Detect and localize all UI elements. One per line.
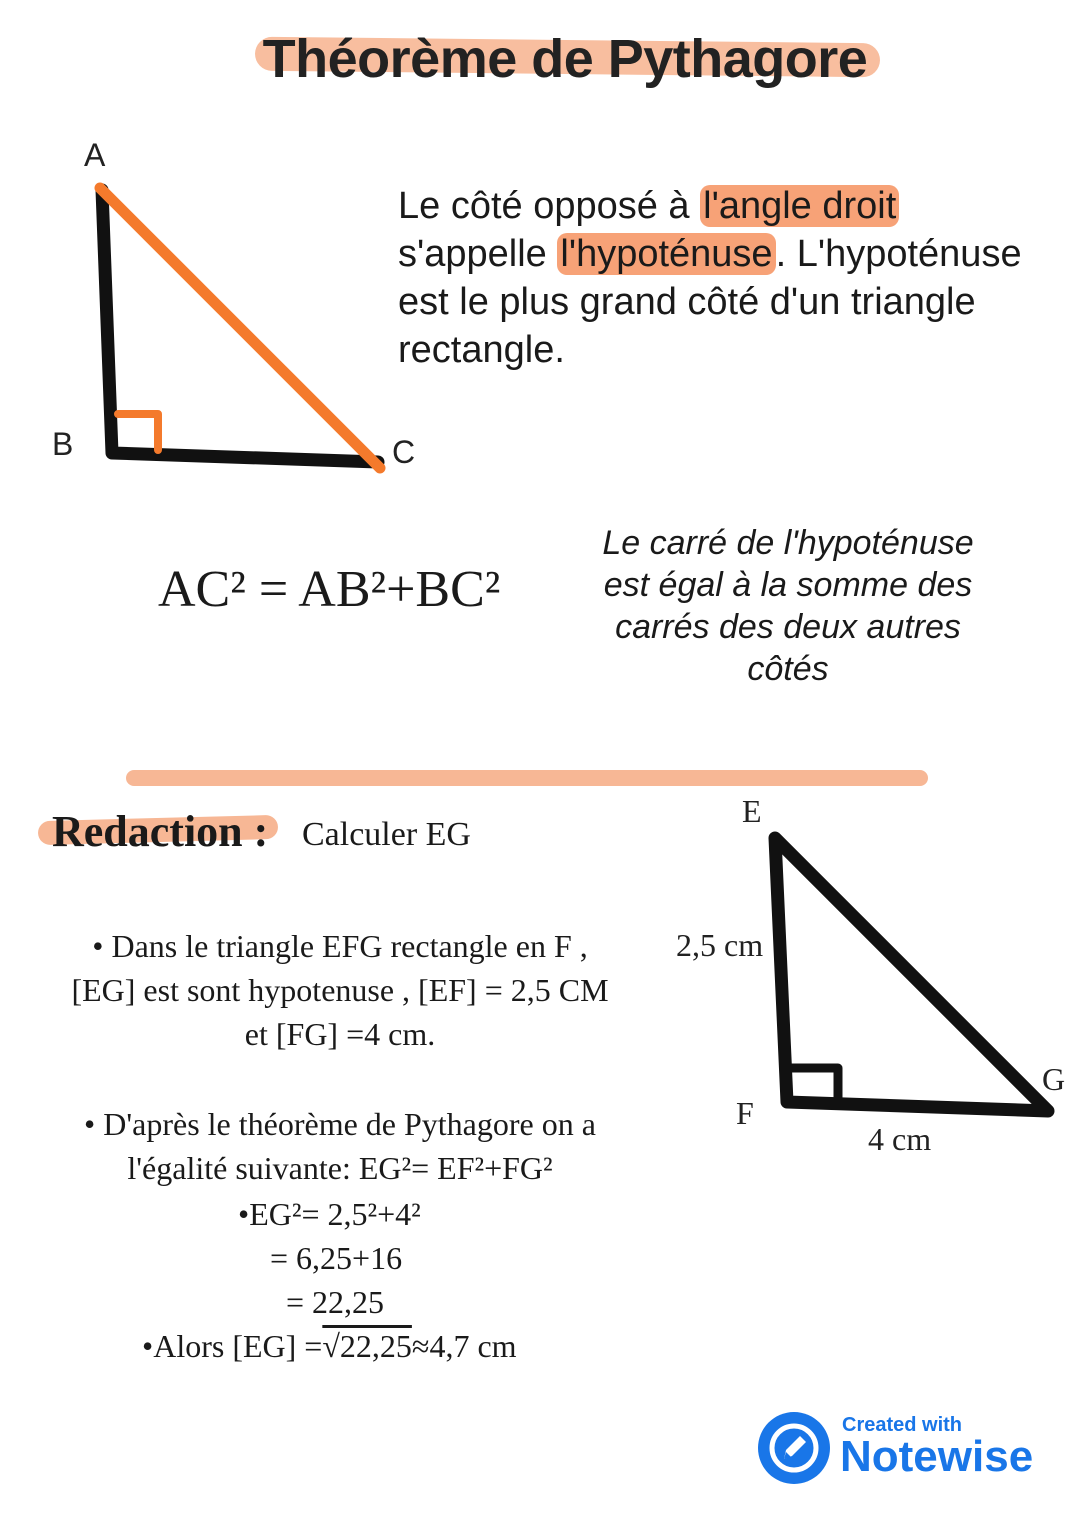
notewise-logo-icon	[758, 1412, 830, 1484]
triangle-abc-hypotenuse	[100, 188, 380, 468]
definition-paragraph	[398, 182, 1068, 374]
calc-result-suffix: ≈4,7 cm	[411, 1328, 517, 1364]
badge-created-with: Created with	[842, 1414, 963, 1436]
calc-step-3: = 22,25	[286, 1284, 385, 1320]
bullet-theorem-line-1: • D'après le théorème de Pythagore on a	[84, 1106, 596, 1142]
bullet-given-line-2: [EG] est sont hypotenuse , [EF] = 2,5 CM	[71, 972, 609, 1008]
bullet-given-line-3: et [FG] =4 cm.	[244, 1016, 436, 1052]
length-label-fg: 4 cm	[868, 1121, 932, 1157]
page-title: Théorème de Pythagore	[262, 29, 868, 89]
pencil-icon	[758, 1412, 830, 1484]
bullet-given-data	[30, 924, 650, 1056]
vertex-label-a: A	[84, 137, 106, 173]
redaction-label: Redaction :	[52, 807, 269, 856]
vertex-label-b: B	[52, 426, 74, 462]
vertex-label-c: C	[392, 434, 416, 470]
highlight-angle-droit: l'angle droit	[700, 185, 899, 227]
highlight-hypotenuse: l'hypoténuse	[557, 233, 775, 275]
theorem-statement: Le carré de l'hypoténuse est égal à la somme des carrés des deux autres côtés	[602, 524, 974, 688]
triangle-efg-diagram	[660, 780, 1080, 1180]
definition-text-1: Le côté opposé à	[398, 185, 701, 227]
bullet-given-line-1: • Dans le triangle EFG rectangle en F ,	[92, 928, 588, 964]
calc-step-2: = 6,25+16	[270, 1240, 403, 1276]
definition-text-3: . L'hypoténuse est le plus grand côté d'un triangle rectangle.	[398, 233, 1022, 371]
definition-text-2: s'appelle	[398, 233, 558, 275]
length-label-ef: 2,5 cm	[676, 927, 764, 963]
bullet-theorem-line-2: l'égalité suivante: EG²= EF²+FG²	[127, 1150, 553, 1186]
vertex-label-f: F	[736, 1095, 754, 1131]
pythagore-formula: AC² = AB²+BC²	[158, 561, 501, 618]
calc-step-result	[142, 1328, 517, 1365]
bullet-theorem-application	[30, 1102, 650, 1190]
right-angle-marker-b	[118, 414, 158, 450]
calc-result-root: √22,25	[322, 1328, 412, 1364]
vertex-label-e: E	[742, 793, 762, 829]
redaction-task: Calculer EG	[302, 816, 471, 853]
calc-step-1: •EG²= 2,5²+4²	[238, 1196, 421, 1232]
vertex-label-g: G	[1042, 1061, 1066, 1097]
calc-result-prefix: •Alors [EG] =	[142, 1328, 323, 1364]
badge-brand-name: Notewise	[840, 1432, 1034, 1481]
